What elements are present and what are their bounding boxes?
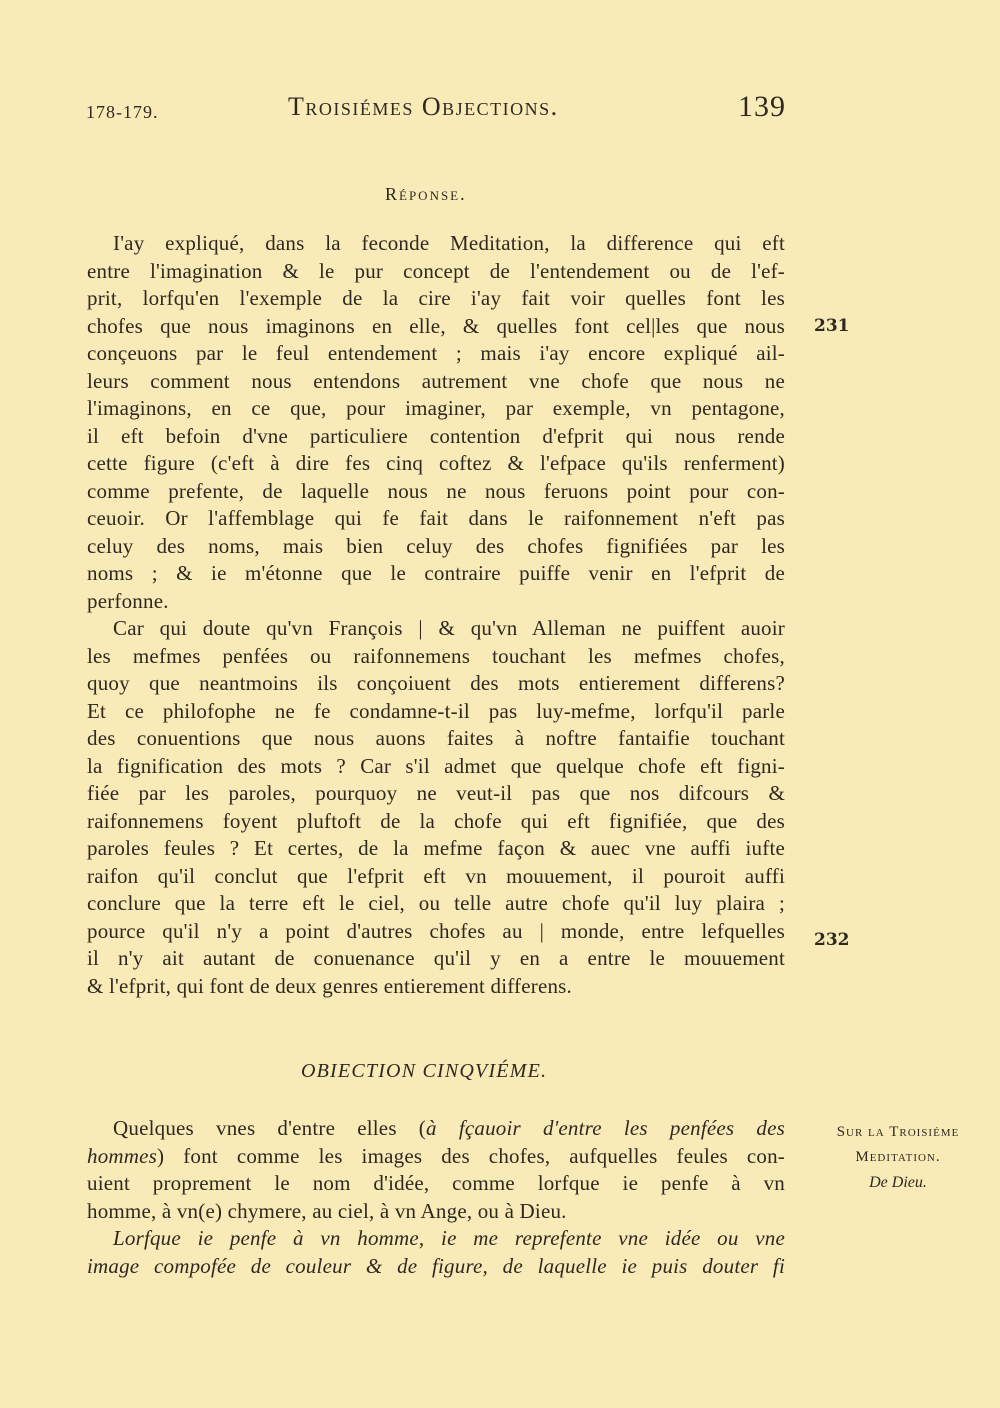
text-line: entre l'imagination & le pur concept de l'entendement ou de l'ef- (87, 258, 785, 283)
text-line: la fignification des mots ? Car s'il admet que quelque chofe eft figni- (87, 753, 785, 778)
text-line: fiée par les paroles, pourquoy ne veut-il pas que nos difcours & (87, 781, 785, 805)
text-line: celuy des noms, mais bien celuy des chofes fignifiées par les (87, 533, 785, 558)
text-line: conclure que la terre eft le ciel, ou telle autre chofe qu'il luy plaira ; (87, 891, 785, 915)
text-line (113, 1115, 785, 1142)
text-line: l'imaginons, en ce que, pour imaginer, par exemple, vn pentagone, (87, 396, 785, 420)
text-line: homme, à vn(e) chymere, au ciel, à vn Ange, ou à Dieu. (87, 1198, 567, 1223)
text-line: des conuentions que nous auons faites à noftre fantaifie touchant (87, 726, 785, 750)
text-line: uient proprement le nom d'idée, comme lorfque ie penfe à vn (87, 1171, 785, 1195)
margin-note (812, 1120, 984, 1195)
text-line: il n'y ait autant de conuenance qu'il y en a entre le mouuement (87, 946, 785, 970)
page-number: 139 (738, 90, 786, 123)
italic-segment: hommes (87, 1143, 158, 1168)
text-line: quoy que neantmoins ils conçoiuent des mots entierement differens? (87, 671, 785, 695)
text-line: les mefmes penfées ou raifonnemens touchant les mefmes chofes, (87, 643, 785, 668)
text-line: Lorfque ie penfe à vn homme, ie me reprefente vne idée ou vne (113, 1226, 785, 1250)
text-line: ceuoir. Or l'affemblage qui fe fait dans le raifonnement n'eft pas (87, 506, 785, 530)
text-line: conçeuons par le feul entendement ; mais i'ay encore expliqué ail- (87, 341, 785, 365)
margin-page-ref: 232 (814, 930, 850, 950)
reponse-heading: Réponse. (385, 184, 467, 204)
objection-heading: OBIECTION CINQVIÉME. (301, 1060, 548, 1082)
text-line: I'ay expliqué, dans la feconde Meditation, la difference qui eft (113, 231, 785, 255)
text-line: paroles feules ? Et certes, de la mefme façon & auec vne auffi iufte (87, 836, 785, 860)
text-line: image compofée de couleur & de figure, de laquelle ie puis douter fi (87, 1253, 785, 1278)
text-line: prit, lorfqu'en l'exemple de la cire i'ay fait voir quelles font les (87, 286, 785, 310)
text-line: raifon qu'il conclut que l'efprit eft vn mouuement, il pouroit auffi (87, 863, 785, 888)
text-line (87, 1143, 785, 1170)
margin-page-ref: 231 (814, 316, 850, 336)
text-line: Et ce philofophe ne fe condamne-t-il pas luy-mefme, lorfqu'il parle (87, 698, 785, 723)
text-line: pource qu'il n'y a point d'autres chofes au | monde, entre lefquelles (87, 918, 785, 943)
margin-note-line: Meditation. (855, 1149, 941, 1165)
text-line: Car qui doute qu'vn François | & qu'vn Alleman ne puiffent auoir (113, 616, 785, 640)
text-line: raifonnemens foyent pluftoft de la chofe qui eft fignifiée, que des (87, 808, 785, 833)
text-line: cette figure (c'eft à dire fes cinq coftez & l'efpace qu'ils renferment) (87, 451, 785, 475)
text-line: il eft befoin d'vne particuliere contention d'efprit qui nous rende (87, 423, 785, 448)
margin-note-line: Sur la Troisiéme (836, 1124, 960, 1140)
italic-segment: à fçauoir d'entre les penfées des (426, 1116, 785, 1140)
text-segment: ) font comme les images des chofes, aufquelles feules con- (157, 1143, 785, 1168)
text-line: chofes que nous imaginons en elle, & quelles font cel|les que nous (87, 313, 785, 338)
text-line: perfonne. (87, 588, 169, 613)
margin-note-line: De Dieu. (869, 1174, 927, 1191)
text-segment: Quelques vnes d'entre elles ( (113, 1116, 426, 1140)
text-line: noms ; & ie m'étonne que le contraire puiffe venir en l'efprit de (87, 561, 785, 585)
text-line: & l'efprit, qui font de deux genres entierement differens. (87, 973, 573, 998)
running-title: Troisiémes Objections. (288, 92, 559, 121)
text-line: leurs comment nous entendons autrement vne chofe que nous ne (87, 368, 785, 393)
text-line: comme prefente, de laquelle nous ne nous feruons point pour con- (87, 478, 785, 503)
header-page-range: 178-179. (86, 102, 159, 122)
